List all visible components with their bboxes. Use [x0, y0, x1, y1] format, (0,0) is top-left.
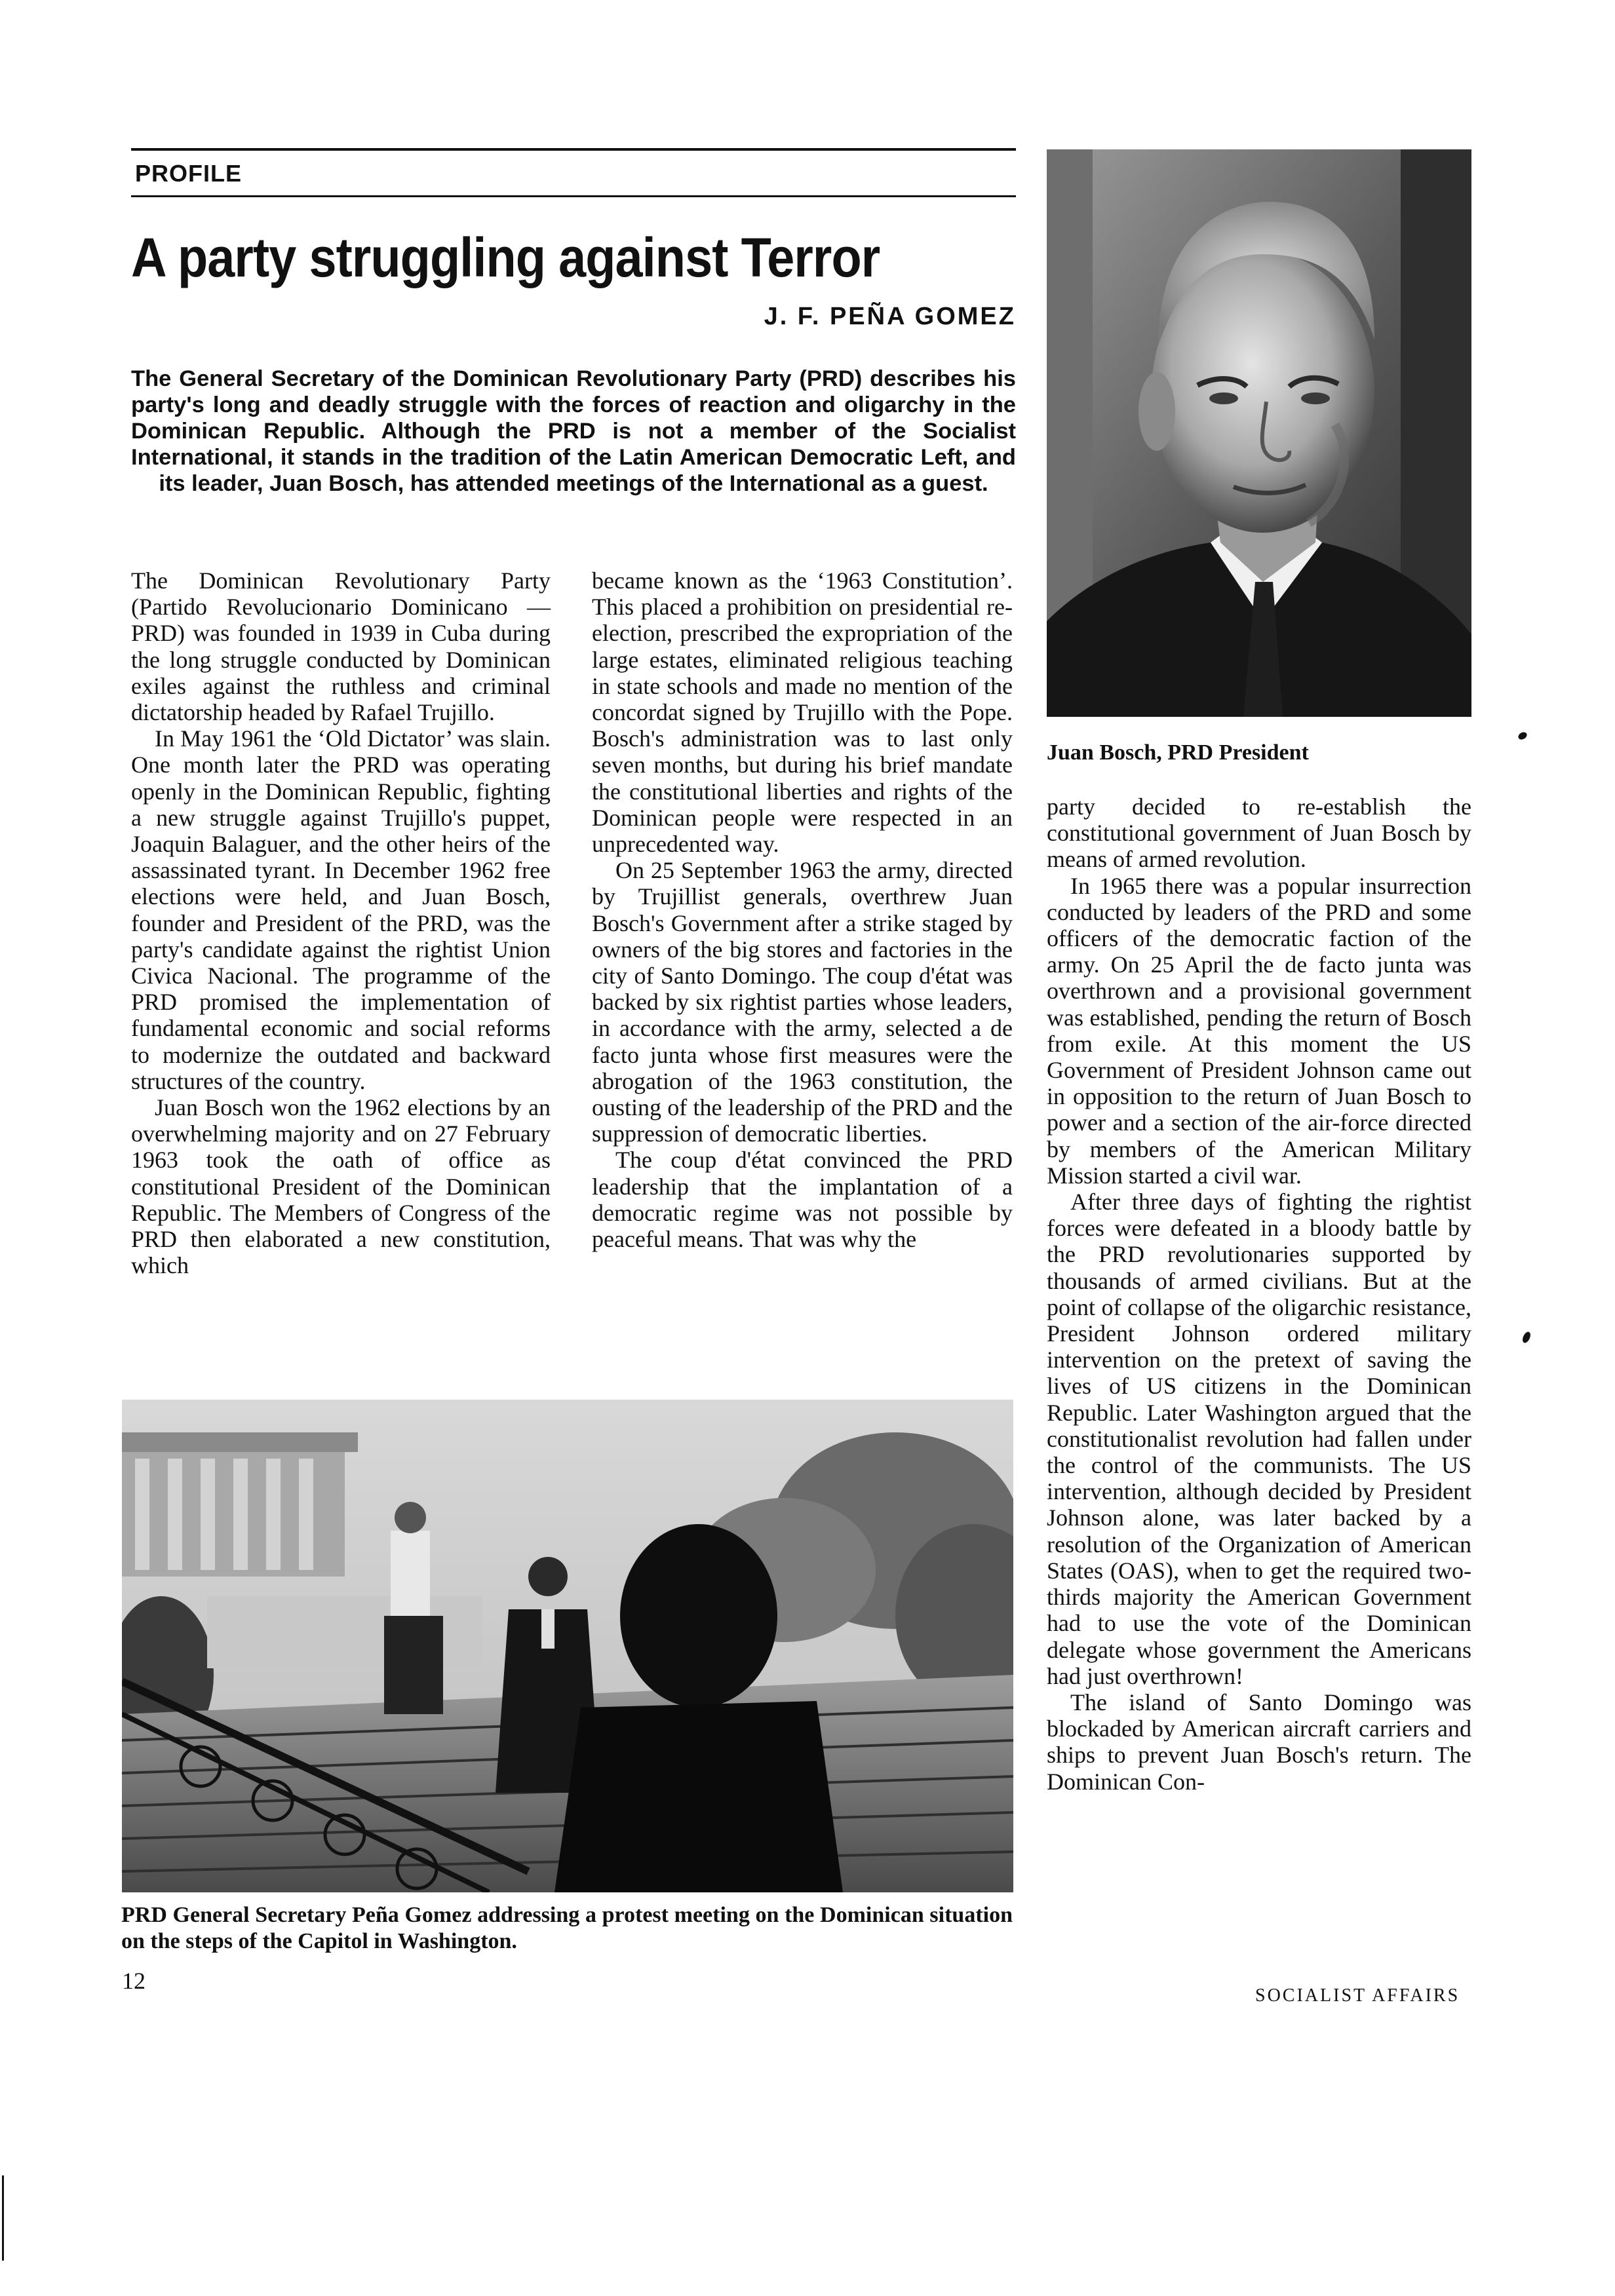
section-rule [131, 195, 1016, 197]
col3-paragraph-2: In 1965 there was a popular insurrection conducted by leaders of the PRD and some officers of the democratic faction of the army. On 25 April the de facto junta was overthrown and a provisional government was established, pending the return of Bosch from exile. At this moment the US Government of President Johnson came out in opposition to the return of Juan Bosch to power and a section of the air-force directed by members of the American Military Mission started a civil war. [1047, 872, 1471, 1189]
protest-caption: PRD General Secretary Peña Gomez addressing a protest meeting on the Dominican situation on the steps of the Capitol in Washington. [121, 1903, 1013, 1953]
portrait-caption: Juan Bosch, PRD President [1047, 740, 1309, 765]
column-3 [1047, 794, 1471, 1795]
standfirst: The General Secretary of the Dominican Revolutionary Party (PRD) describes his party's long and deadly struggle with the forces of reaction and oligarchy in the Dominican Republic. Although the PRD is not a member of the Socialist International, it stands in the tradition of the Latin American Democratic Left, and its leader, Juan Bosch, has attended meetings of the International as a guest. [131, 366, 1016, 496]
col3-paragraph-1: party decided to re-establish the constitutional government of Juan Bosch by means of armed revolution. [1047, 794, 1471, 873]
page-number: 12 [122, 1968, 146, 1994]
col2-paragraph-2: On 25 September 1963 the army, directed by Trujillist generals, overthrew Juan Bosch's Government after a strike staged by owners of the big stores and factories in the city of Santo Domingo. The coup d'état was backed by six rightist parties whose leaders, in accordance with the army, selected a de facto junta whose first measures were the abrogation of the 1963 constitution, the ousting of the leadership of the PRD and the suppression of democratic liberties. [592, 857, 1013, 1147]
author-byline: J. F. PEÑA GOMEZ [764, 303, 1016, 330]
col2-paragraph-3: The coup d'état convinced the PRD leadership that the implantation of a democratic regime was not possible by peaceful means. That was why the [592, 1147, 1013, 1253]
portrait-photo [1047, 149, 1471, 717]
col3-paragraph-4: The island of Santo Domingo was blockaded by American aircraft carriers and ships to prevent Juan Bosch's return. The Dominican Con- [1047, 1689, 1471, 1795]
col3-paragraph-3: After three days of fighting the rightist forces were defeated in a bloody battle by the PRD revolutionaries supported by thousands of armed civilians. But at the point of collapse of the oligarchic resistance, President Johnson ordered military intervention on the pretext of saving the lives of US citizens in the Dominican Republic. Later Washington argued that the constitutionalist revolution had fallen under the control of the communists. The US intervention, although decided by President Johnson alone, was later backed by a resolution of the Organization of American States (OAS), when to get the required two-thirds majority the American Government had to use the vote of the Dominican delegate whose government the Americans had just overthrown! [1047, 1189, 1471, 1689]
col1-paragraph-3: Juan Bosch won the 1962 elections by an overwhelming majority and on 27 February 1963 took the oath of office as constitutional President of the Dominican Republic. The Members of Congress of the PRD then elaborated a new constitution, which [131, 1094, 551, 1279]
scan-mark-1 [1517, 731, 1528, 741]
scan-edge-line [2, 2175, 4, 2261]
col1-paragraph-1: The Dominican Revolutionary Party (Partido Revolucionario Dominicano —PRD) was founded in 1939 in Cuba during the long struggle conducted by Dominican exiles against the ruthless and criminal dictatorship headed by Rafael Trujillo. [131, 567, 551, 726]
section-label: PROFILE [135, 160, 243, 187]
column-1 [131, 567, 551, 1278]
portrait-image [1047, 149, 1471, 717]
protest-photo [122, 1400, 1013, 1892]
publication-footer: SOCIALIST AFFAIRS [1255, 1985, 1460, 2006]
column-2 [592, 567, 1013, 1252]
top-rule [131, 148, 1016, 151]
col1-paragraph-2: In May 1961 the ‘Old Dictator’ was slain. One month later the PRD was operating openly in the Dominican Republic, fighting a new struggle against Trujillo's puppet, Joaquin Balaguer, and the other heirs of the assassinated tyrant. In December 1962 free elections were held, and Juan Bosch, founder and President of the PRD, was the party's candidate against the rightist Union Civica Nacional. The programme of the PRD promised the implementation of fundamental economic and social reforms to modernize the outdated and backward structures of the country. [131, 725, 551, 1094]
col2-paragraph-1: became known as the ‘1963 Constitution’. This placed a prohibition on presidential re-election, prescribed the expropriation of the large estates, eliminated religious teaching in state schools and made no mention of the concordat signed by Trujillo with the Pope. Bosch's administration was to last only seven months, but during his brief mandate the constitutional liberties and rights of the Dominican people were respected in an unprecedented way. [592, 567, 1013, 858]
scan-mark-2 [1521, 1331, 1532, 1345]
protest-image [122, 1400, 1013, 1892]
page-title: A party struggling against Terror [131, 227, 880, 288]
